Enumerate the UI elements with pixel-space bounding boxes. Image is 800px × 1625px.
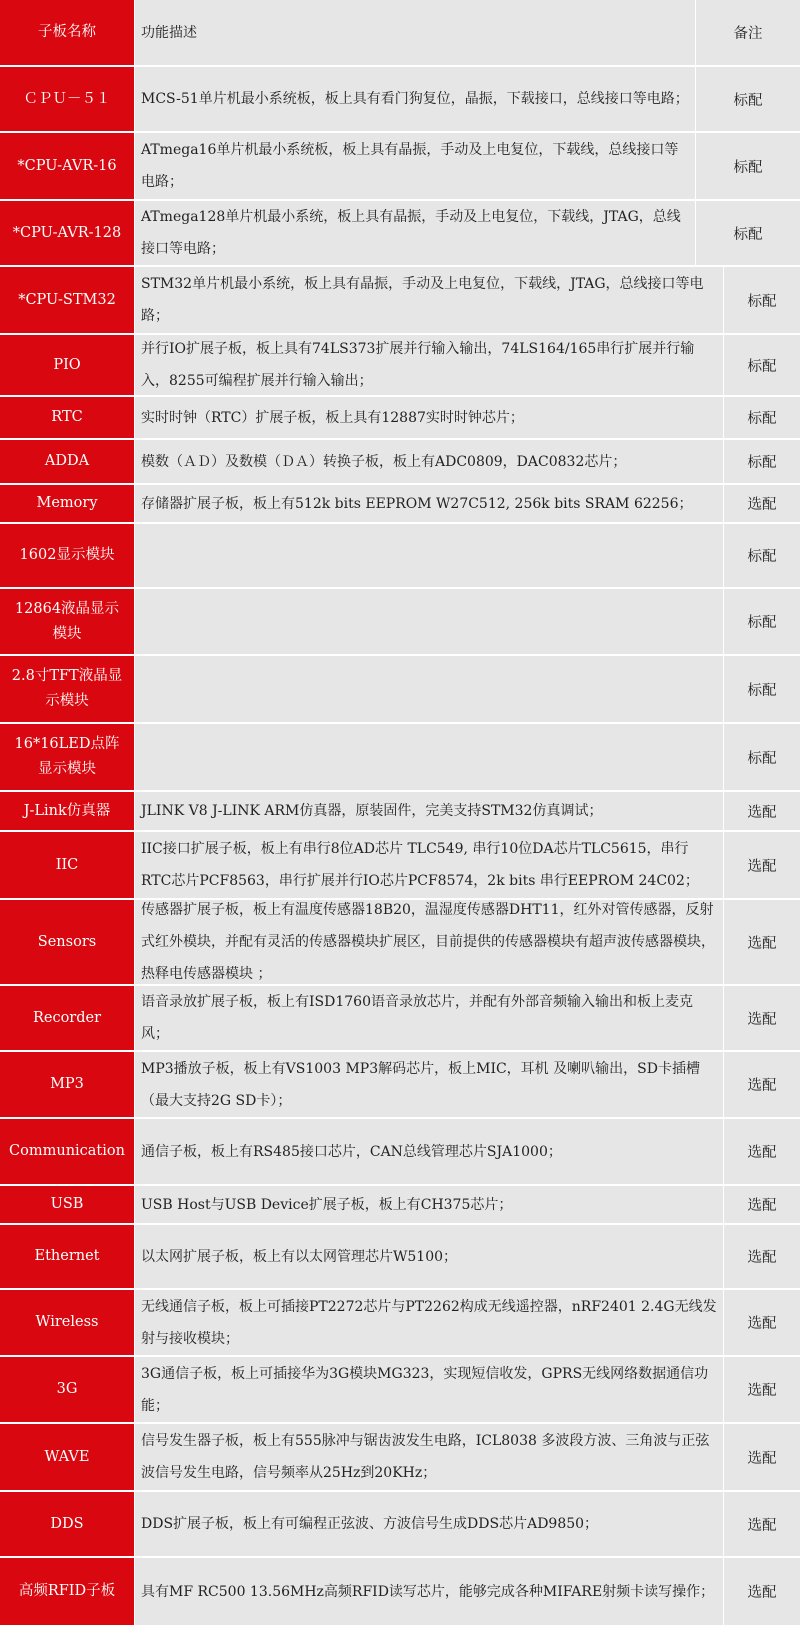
board-desc: 3G通信子板，板上可插接华为3G模块MG323，实现短信收发，GPRS无线网络数据通信功能；	[135, 1357, 724, 1422]
board-name: USB	[0, 1186, 135, 1223]
table-row	[0, 656, 800, 724]
table-row	[0, 267, 800, 335]
board-note: 选配	[724, 832, 800, 898]
board-note: 选配	[724, 1424, 800, 1490]
board-desc: 信号发生器子板，板上有555脉冲与锯齿波发生电路，ICL8038 多波段方波、三角波与正弦波信号发生电路，信号频率从25Hz到20KHz；	[135, 1424, 724, 1490]
table-row	[0, 1492, 800, 1558]
board-desc: 无线通信子板，板上可插接PT2272芯片与PT2262构成无线遥控器，nRF2401 2.4G无线发射与接收模块；	[135, 1290, 724, 1355]
table-row	[0, 1290, 800, 1357]
board-desc: 通信子板，板上有RS485接口芯片，CAN总线管理芯片SJA1000；	[135, 1119, 724, 1184]
header-note: 备注	[696, 0, 800, 65]
board-name: 2.8寸TFT液晶显示模块	[0, 656, 135, 722]
table-row	[0, 397, 800, 440]
board-name: WAVE	[0, 1424, 135, 1490]
board-desc: JLINK V8 J-LINK ARM仿真器，原装固件，完美支持STM32仿真调试；	[135, 792, 724, 830]
board-desc: MCS-51单片机最小系统板，板上具有看门狗复位，晶振，下载接口，总线接口等电路；	[135, 67, 696, 131]
board-note: 标配	[696, 67, 800, 131]
table-row	[0, 589, 800, 656]
board-note: 选配	[724, 900, 800, 984]
board-note: 选配	[724, 986, 800, 1050]
board-note: 选配	[724, 485, 800, 522]
board-name: DDS	[0, 1492, 135, 1556]
board-note: 标配	[724, 397, 800, 438]
board-name: Communication	[0, 1119, 135, 1184]
table-header-row	[0, 0, 800, 67]
board-note: 选配	[724, 1186, 800, 1223]
board-desc	[135, 524, 724, 587]
board-name: 高频RFID子板	[0, 1558, 135, 1625]
board-name: *CPU-STM32	[0, 267, 135, 333]
table-row	[0, 724, 800, 792]
board-name: Ethernet	[0, 1225, 135, 1288]
board-note: 选配	[724, 1492, 800, 1556]
board-note: 标配	[724, 724, 800, 790]
board-desc: 语音录放扩展子板，板上有ISD1760语音录放芯片，并配有外部音频输入输出和板上麦克风；	[135, 986, 724, 1050]
board-desc	[135, 589, 724, 654]
board-note: 标配	[696, 133, 800, 199]
header-desc: 功能描述	[135, 0, 696, 65]
board-note: 标配	[696, 201, 800, 265]
table-row	[0, 524, 800, 589]
board-name: 1602显示模块	[0, 524, 135, 587]
board-desc: ATmega16单片机最小系统板，板上具有晶振，手动及上电复位，下载线，总线接口等电路；	[135, 133, 696, 199]
board-note: 选配	[724, 1357, 800, 1422]
table-row	[0, 440, 800, 485]
board-name: IIC	[0, 832, 135, 898]
board-note: 选配	[724, 1119, 800, 1184]
board-desc: 以太网扩展子板，板上有以太网管理芯片W5100；	[135, 1225, 724, 1288]
board-name: J-Link仿真器	[0, 792, 135, 830]
board-desc: MP3播放子板，板上有VS1003 MP3解码芯片，板上MIC，耳机 及喇叭输出，SD卡插槽（最大支持2G SD卡）；	[135, 1052, 724, 1117]
board-name: Memory	[0, 485, 135, 522]
board-name: 12864液晶显示模块	[0, 589, 135, 654]
board-name: ＣＰＵ－５１	[0, 67, 135, 131]
board-desc: 具有MF RC500 13.56MHz高频RFID读写芯片，能够完成各种MIFARE射频卡读写操作；	[135, 1558, 724, 1625]
header-name: 子板名称	[0, 0, 135, 65]
table-row	[0, 900, 800, 986]
board-name: Recorder	[0, 986, 135, 1050]
board-name: MP3	[0, 1052, 135, 1117]
board-name: ADDA	[0, 440, 135, 483]
table-row	[0, 201, 800, 267]
board-note: 选配	[724, 1052, 800, 1117]
board-desc: DDS扩展子板，板上有可编程正弦波、方波信号生成DDS芯片AD9850；	[135, 1492, 724, 1556]
table-row	[0, 1052, 800, 1119]
table-row	[0, 1558, 800, 1625]
board-note: 标配	[724, 267, 800, 333]
board-note: 选配	[724, 792, 800, 830]
board-name: 3G	[0, 1357, 135, 1422]
board-desc: USB Host与USB Device扩展子板，板上有CH375芯片；	[135, 1186, 724, 1223]
board-desc	[135, 656, 724, 722]
board-desc: IIC接口扩展子板，板上有串行8位AD芯片 TLC549, 串行10位DA芯片TLC5615，串行RTC芯片PCF8563，串行扩展并行IO芯片PCF8574，2k bits 串行EEPROM 24C02；	[135, 832, 724, 898]
board-note: 选配	[724, 1558, 800, 1625]
table-row	[0, 792, 800, 832]
board-note: 标配	[724, 656, 800, 722]
board-desc: 模数（ＡＤ）及数模（ＤＡ）转换子板，板上有ADC0809，DAC0832芯片；	[135, 440, 724, 483]
board-note: 标配	[724, 440, 800, 483]
table-row	[0, 1119, 800, 1186]
table-row	[0, 986, 800, 1052]
board-note: 选配	[724, 1225, 800, 1288]
table-row	[0, 1424, 800, 1492]
board-desc: STM32单片机最小系统，板上具有晶振，手动及上电复位，下载线，JTAG，总线接口等电路；	[135, 267, 724, 333]
table-row	[0, 133, 800, 201]
board-name: Wireless	[0, 1290, 135, 1355]
board-desc: 传感器扩展子板，板上有温度传感器18B20，温湿度传感器DHT11，红外对管传感器，反射式红外模块，并配有灵活的传感器模块扩展区，目前提供的传感器模块有超声波传感器模块，热释电传感器模块 ；	[135, 900, 724, 984]
board-name: 16*16LED点阵显示模块	[0, 724, 135, 790]
table-row	[0, 1357, 800, 1424]
table-row	[0, 335, 800, 397]
table-row	[0, 485, 800, 524]
board-desc: ATmega128单片机最小系统，板上具有晶振，手动及上电复位，下载线，JTAG，总线接口等电路；	[135, 201, 696, 265]
table-row	[0, 1225, 800, 1290]
board-name: *CPU-AVR-16	[0, 133, 135, 199]
board-desc: 存储器扩展子板，板上有512k bits EEPROM W27C512, 256k bits SRAM 62256；	[135, 485, 724, 522]
board-desc: 实时时钟（RTC）扩展子板，板上具有12887实时时钟芯片；	[135, 397, 724, 438]
board-note: 标配	[724, 524, 800, 587]
board-desc	[135, 724, 724, 790]
board-name: *CPU-AVR-128	[0, 201, 135, 265]
table-row	[0, 1186, 800, 1225]
board-name: PIO	[0, 335, 135, 395]
board-note: 选配	[724, 1290, 800, 1355]
board-note: 标配	[724, 589, 800, 654]
board-note: 标配	[724, 335, 800, 395]
board-name: RTC	[0, 397, 135, 438]
table-row	[0, 832, 800, 900]
table-row	[0, 67, 800, 133]
board-desc: 并行IO扩展子板，板上具有74LS373扩展并行输入输出，74LS164/165串行扩展并行输入，8255可编程扩展并行输入输出；	[135, 335, 724, 395]
board-name: Sensors	[0, 900, 135, 984]
